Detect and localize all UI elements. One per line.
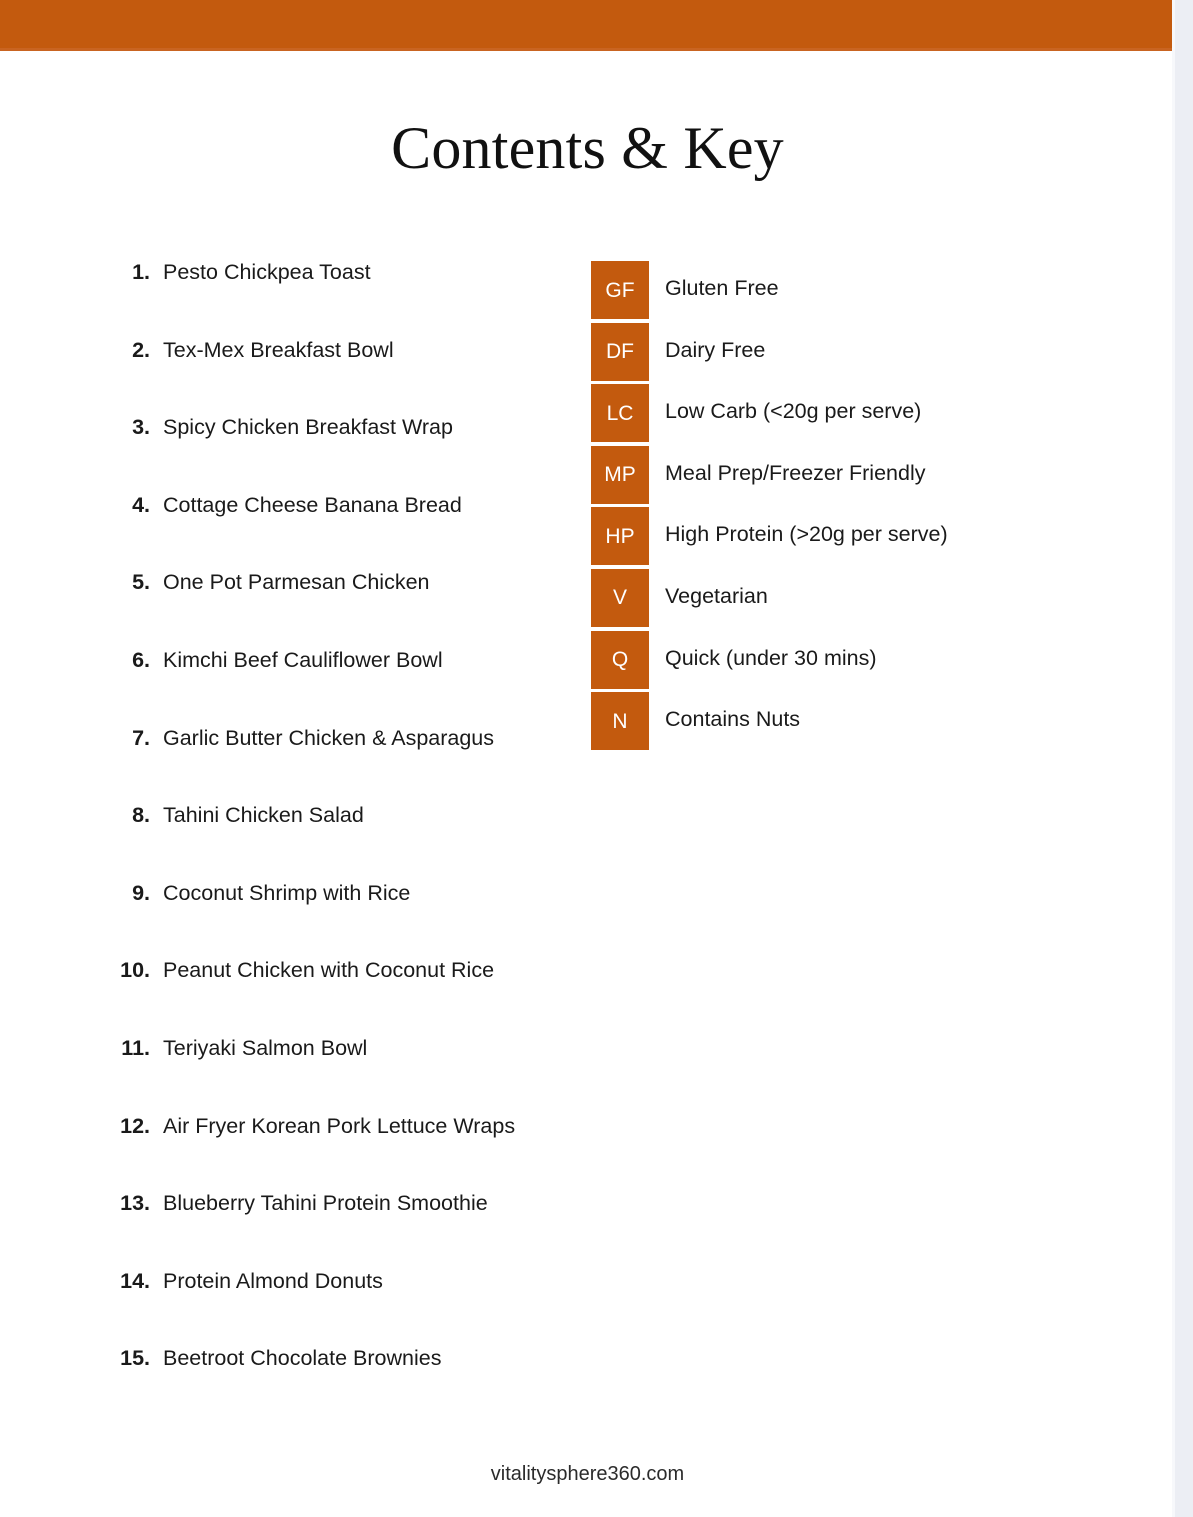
recipe-list-item[interactable] (104, 880, 574, 961)
page-edge-shadow (1175, 0, 1193, 1517)
recipe-item-name: Protein Almond Donuts (163, 1268, 383, 1293)
recipe-item-name: Air Fryer Korean Pork Lettuce Wraps (163, 1113, 516, 1138)
recipe-item-number: 5. (132, 570, 150, 595)
recipe-list-item[interactable] (104, 572, 574, 650)
key-label: Vegetarian (665, 583, 768, 608)
key-label: High Protein (>20g per serve) (665, 522, 948, 547)
recipe-item-number: 14. (120, 1268, 150, 1293)
recipe-list-item[interactable] (104, 417, 574, 495)
key-badge-gf: GF (591, 261, 649, 319)
recipe-list-item[interactable] (104, 1035, 574, 1116)
recipe-item-number: 12. (120, 1113, 150, 1138)
recipe-item-name: Coconut Shrimp with Rice (163, 880, 411, 905)
key-badge-hp: HP (591, 507, 649, 565)
recipe-list-item[interactable] (104, 1113, 574, 1194)
recipe-item-number: 2. (132, 337, 150, 362)
recipe-list-item[interactable] (104, 1268, 574, 1349)
recipe-item-name: Tahini Chicken Salad (163, 803, 364, 828)
recipe-item-number: 8. (132, 803, 150, 828)
recipe-list-item[interactable] (104, 647, 574, 728)
key-label: Low Carb (<20g per serve) (665, 399, 922, 424)
key-badge-q: Q (591, 631, 649, 689)
key-badge-mp: MP (591, 446, 649, 504)
recipe-list-item[interactable] (104, 492, 574, 573)
key-label: Meal Prep/Freezer Friendly (665, 460, 926, 485)
key-badge-v: V (591, 569, 649, 627)
recipe-item-name: Peanut Chicken with Coconut Rice (163, 958, 495, 983)
recipe-item-name: Spicy Chicken Breakfast Wrap (163, 415, 453, 440)
page-title: Contents & Key (391, 115, 784, 181)
key-legend-row (591, 569, 1111, 631)
recipe-item-name: Tex-Mex Breakfast Bowl (163, 337, 394, 362)
key-legend-row (591, 261, 1111, 323)
key-badge-n: N (591, 692, 649, 750)
recipe-item-number: 1. (132, 260, 150, 284)
recipe-list-item[interactable] (104, 960, 574, 1038)
recipe-item-number: 6. (132, 647, 150, 672)
footer-website-url: vitalitysphere360.com (490, 1463, 685, 1485)
key-legend-row (591, 692, 1111, 754)
recipe-list-item[interactable] (104, 725, 574, 806)
recipe-item-name: One Pot Parmesan Chicken (163, 570, 430, 595)
recipe-item-number: 3. (132, 415, 150, 440)
top-banner-underline (0, 48, 1175, 51)
key-legend-row (591, 323, 1111, 385)
recipe-item-number: 11. (121, 1035, 150, 1060)
recipe-item-name: Beetroot Chocolate Brownies (163, 1346, 442, 1371)
key-label: Contains Nuts (665, 707, 801, 732)
recipe-list-item[interactable] (104, 337, 574, 418)
key-legend-list (591, 261, 1111, 754)
recipe-item-number: 7. (132, 725, 150, 750)
key-label: Quick (under 30 mins) (665, 645, 877, 670)
recipe-item-name: Garlic Butter Chicken & Asparagus (163, 725, 495, 750)
recipe-list-item[interactable] (104, 262, 574, 340)
recipe-item-name: Cottage Cheese Banana Bread (163, 492, 462, 517)
recipe-item-number: 9. (132, 880, 150, 905)
recipe-list-item[interactable] (104, 1193, 574, 1271)
key-label: Dairy Free (665, 337, 766, 362)
recipe-item-number: 10. (120, 958, 150, 983)
recipe-item-name: Blueberry Tahini Protein Smoothie (163, 1191, 488, 1216)
recipe-list-item[interactable] (104, 805, 574, 883)
recipe-list-item[interactable] (104, 1348, 574, 1426)
key-legend-row (591, 384, 1111, 446)
recipe-contents-list (104, 262, 574, 1426)
recipe-item-name: Pesto Chickpea Toast (163, 260, 371, 284)
recipe-item-number: 13. (120, 1191, 150, 1216)
key-label: Gluten Free (665, 276, 779, 300)
recipe-item-number: 15. (120, 1346, 150, 1371)
key-legend-row (591, 507, 1111, 569)
key-badge-df: DF (591, 323, 649, 381)
recipe-item-name: Kimchi Beef Cauliflower Bowl (163, 647, 443, 672)
top-orange-banner (0, 0, 1175, 48)
key-legend-row (591, 446, 1111, 508)
key-legend-row (591, 631, 1111, 693)
key-badge-lc: LC (591, 384, 649, 442)
recipe-item-number: 4. (132, 492, 150, 517)
recipe-item-name: Teriyaki Salmon Bowl (163, 1035, 368, 1060)
